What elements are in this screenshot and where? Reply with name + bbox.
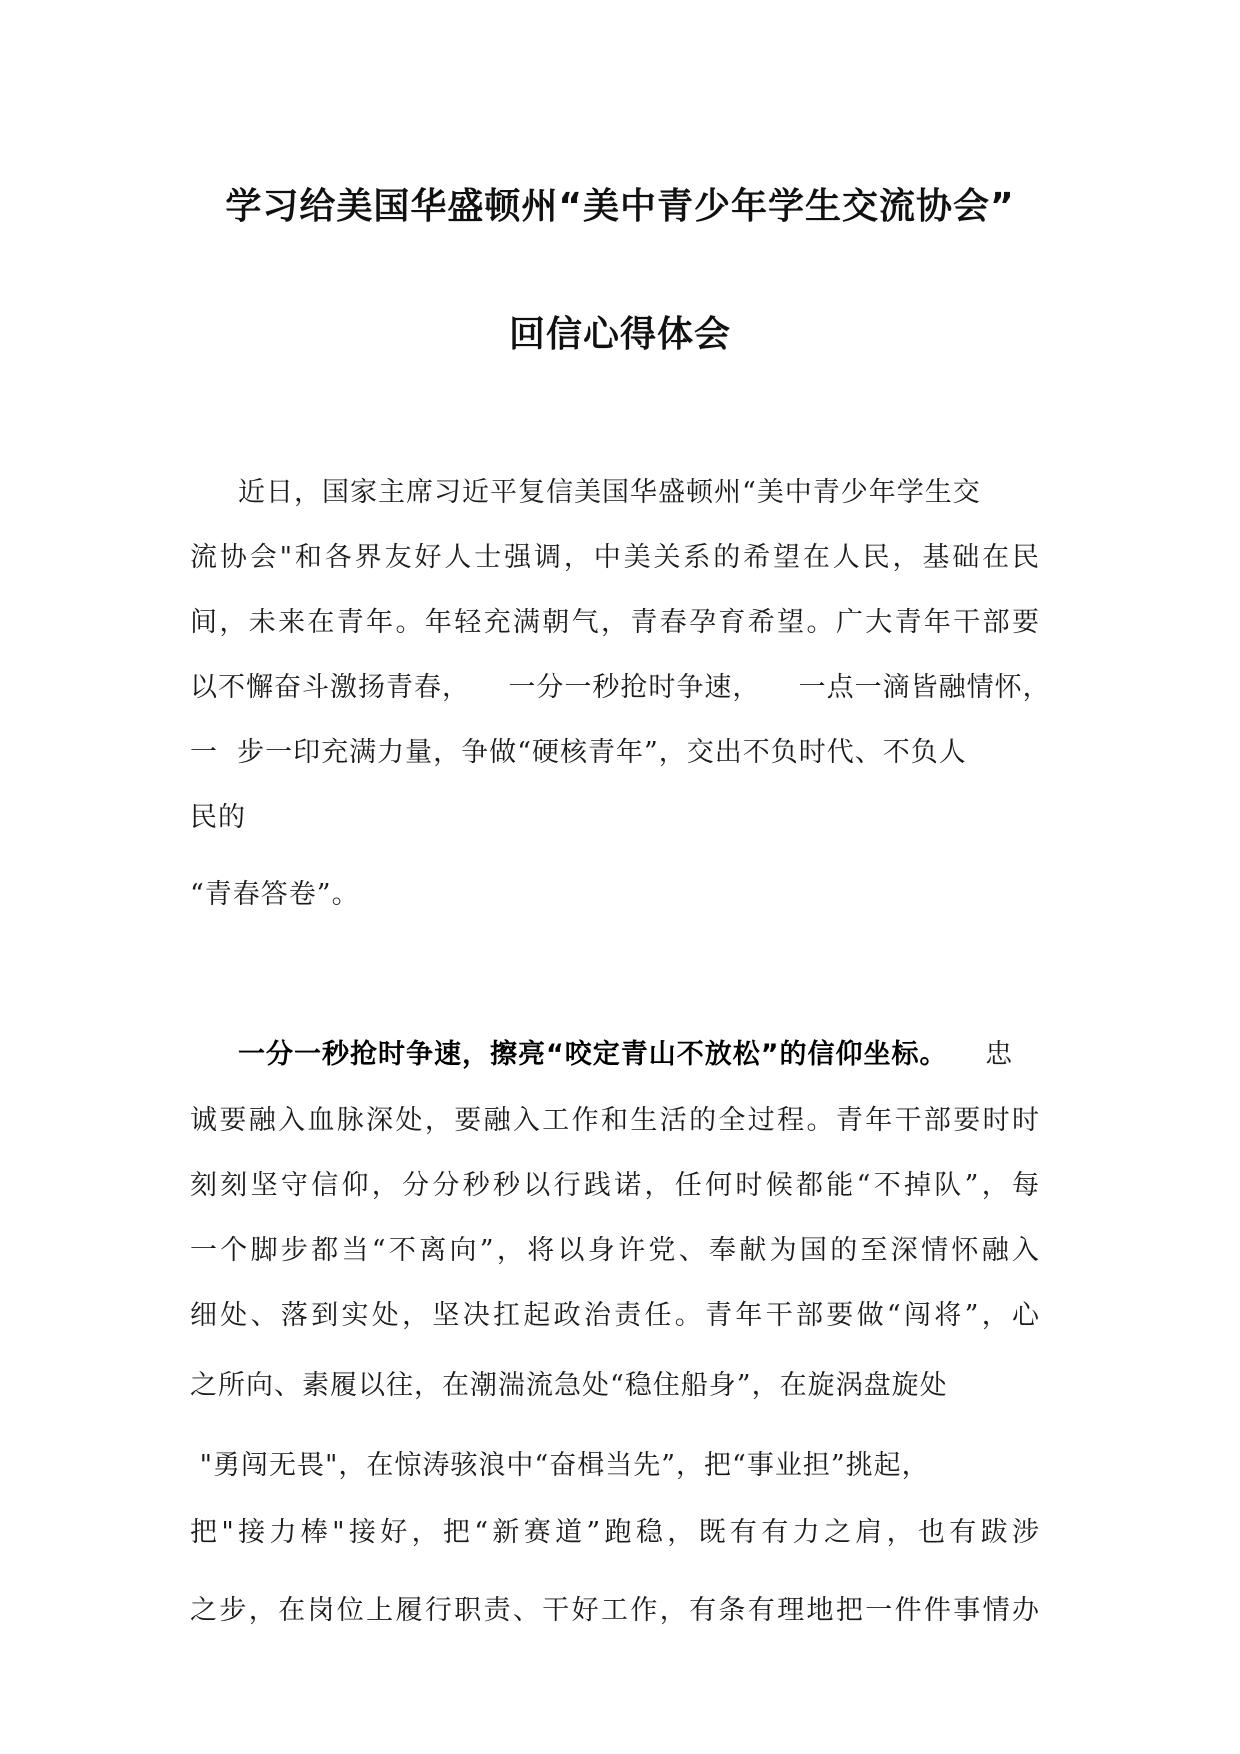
paragraph-1-line-6: 民的 (190, 802, 246, 833)
paragraph-2-line-7: "勇闯无畏"，在惊涛骇浪中“奋楫当先”，把“事业担”挑起， (190, 1450, 930, 1481)
paragraph-2-heading-tail: 忠 (985, 1039, 1014, 1070)
document-title-line-1: 学习给美国华盛顿州“美中青少年学生交流协会” (225, 186, 1015, 227)
paragraph-2-line-9: 之步，在岗位上履行职责、干好工作，有条有理地把一件件事情办 (190, 1595, 1040, 1626)
paragraph-2-line-5: 细处、落到实处，坚决扛起政治责任。青年干部要做“闯将”，心 (190, 1300, 1040, 1331)
document-title-line-2: 回信心得体会 (508, 314, 731, 355)
paragraph-2-line-8: 把"接力棒"接好，把“新赛道”跑稳，既有有力之肩，也有跋涉 (190, 1517, 1040, 1548)
paragraph-1-line-7: “青春答卷”。 (190, 879, 360, 910)
paragraph-1-line-2: 流协会"和各界友好人士强调，中美关系的希望在人民，基础在民 (190, 542, 1040, 573)
paragraph-1-line-3: 间，未来在青年。年轻充满朝气，青春孕育希望。广大青年干部要 (190, 607, 1040, 638)
paragraph-1-line-5: 一 步一印充满力量，争做“硬核青年”，交出不负时代、不负人 (190, 737, 967, 768)
paragraph-1-line-1: 近日，国家主席习近平复信美国华盛顿州“美中青少年学生交 (238, 477, 981, 508)
paragraph-2-line-3: 刻刻坚守信仰，分分秒秒以行践诺，任何时候都能“不掉队”，每 (190, 1170, 1040, 1201)
paragraph-2-line-2: 诚要融入血脉深处，要融入工作和生活的全过程。青年干部要时时 (190, 1105, 1040, 1136)
paragraph-2-line-4: 一个脚步都当“不离向”，将以身许党、奉献为国的至深情怀融入 (190, 1235, 1040, 1266)
paragraph-2-heading: 一分一秒抢时争速，擦亮“咬定青山不放松”的信仰坐标。 (238, 1039, 948, 1070)
paragraph-2-line-6: 之所向、素履以往，在潮湍流急处“稳住船身”，在旋涡盘旋处 (190, 1370, 948, 1401)
paragraph-1-line-4: 以不懈奋斗激扬青春， 一分一秒抢时争速， 一点一滴皆融情怀， (190, 672, 1051, 703)
paragraph-2-line-1 (238, 1032, 1040, 1071)
